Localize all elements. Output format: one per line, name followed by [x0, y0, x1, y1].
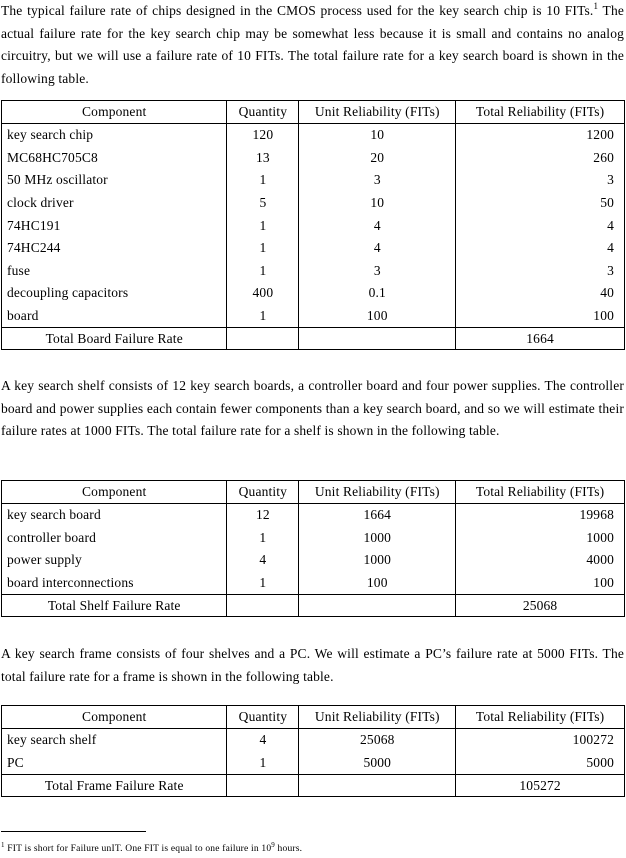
cell-total-reliability: 4 — [456, 237, 625, 260]
table-row — [2, 237, 625, 260]
table-header-row — [2, 706, 625, 729]
header-quantity: Quantity — [227, 101, 299, 124]
table-row — [2, 214, 625, 237]
cell-unit-reliability: 4 — [299, 237, 456, 260]
total-value: 105272 — [456, 775, 625, 797]
cell-quantity: 13 — [227, 147, 299, 170]
header-unit-reliability: Unit Reliability (FITs) — [299, 706, 456, 729]
footnote-divider — [1, 831, 146, 832]
header-total-reliability: Total Reliability (FITs) — [456, 101, 625, 124]
cell-quantity: 1 — [227, 572, 299, 595]
header-component: Component — [2, 481, 227, 504]
total-value: 1664 — [456, 328, 625, 350]
cell-unit-reliability: 0.1 — [299, 282, 456, 305]
table-row — [2, 124, 625, 147]
total-label: Total Board Failure Rate — [2, 328, 227, 350]
table-row — [2, 572, 625, 595]
table-row — [2, 282, 625, 305]
cell-quantity: 1 — [227, 305, 299, 328]
cell-quantity: 4 — [227, 549, 299, 572]
cell-component: 50 MHz oscillator — [2, 169, 227, 192]
header-component: Component — [2, 706, 227, 729]
cell-quantity: 400 — [227, 282, 299, 305]
cell-quantity: 5 — [227, 192, 299, 215]
cell-component: 74HC191 — [2, 214, 227, 237]
footnote-marker: 1 — [593, 1, 599, 11]
cell-component: key search shelf — [2, 729, 227, 752]
empty-cell — [227, 775, 299, 797]
cell-unit-reliability: 5000 — [299, 752, 456, 775]
table-row — [2, 192, 625, 215]
cell-quantity: 1 — [227, 752, 299, 775]
total-label: Total Shelf Failure Rate — [2, 595, 227, 617]
cell-total-reliability: 1000 — [456, 527, 625, 550]
cell-total-reliability: 1200 — [456, 124, 625, 147]
cell-total-reliability: 5000 — [456, 752, 625, 775]
cell-component: controller board — [2, 527, 227, 550]
cell-unit-reliability: 25068 — [299, 729, 456, 752]
cell-component: board — [2, 305, 227, 328]
footnote-exponent: 9 — [271, 841, 275, 849]
shelf-table-body — [2, 504, 625, 595]
footnote-text-end: hours. — [274, 844, 303, 854]
cell-component: PC — [2, 752, 227, 775]
table-total-row — [2, 775, 625, 797]
cell-component: 74HC244 — [2, 237, 227, 260]
total-label: Total Frame Failure Rate — [2, 775, 227, 797]
cell-unit-reliability: 20 — [299, 147, 456, 170]
shelf-paragraph: A key search shelf consists of 12 key search boards, a controller board and four power supplies. The controller board and power supplies each contain fewer components than a key search board, and so we will estimate their failure rates at 1000 FITs. The total failure rate for a shelf is shown in the following table. — [1, 378, 624, 438]
intro-text: The typical failure rate of chips designed in the CMOS process used for the key search chip is 10 FITs. — [1, 3, 594, 18]
cell-unit-reliability: 10 — [299, 192, 456, 215]
cell-quantity: 1 — [227, 214, 299, 237]
footnote — [1, 843, 601, 855]
cell-total-reliability: 3 — [456, 260, 625, 283]
header-unit-reliability: Unit Reliability (FITs) — [299, 101, 456, 124]
intro-paragraph — [1, 0, 624, 90]
cell-component: board interconnections — [2, 572, 227, 595]
cell-quantity: 12 — [227, 504, 299, 527]
header-total-reliability: Total Reliability (FITs) — [456, 481, 625, 504]
table-total-row — [2, 328, 625, 350]
cell-total-reliability: 100272 — [456, 729, 625, 752]
table-row — [2, 305, 625, 328]
cell-total-reliability: 4000 — [456, 549, 625, 572]
empty-cell — [299, 595, 456, 617]
cell-total-reliability: 100 — [456, 305, 625, 328]
cell-quantity: 4 — [227, 729, 299, 752]
table-row — [2, 752, 625, 775]
cell-unit-reliability: 100 — [299, 305, 456, 328]
cell-quantity: 1 — [227, 527, 299, 550]
footnote-text: FIT is short for Failure unIT. One FIT is equal to one failure in 10 — [4, 844, 272, 854]
header-unit-reliability: Unit Reliability (FITs) — [299, 481, 456, 504]
table-row — [2, 147, 625, 170]
cell-unit-reliability: 1000 — [299, 549, 456, 572]
cell-total-reliability: 100 — [456, 572, 625, 595]
table-row — [2, 169, 625, 192]
cell-unit-reliability: 1000 — [299, 527, 456, 550]
table-row — [2, 549, 625, 572]
header-total-reliability: Total Reliability (FITs) — [456, 706, 625, 729]
cell-quantity: 1 — [227, 169, 299, 192]
footnote-number: 1 — [1, 841, 5, 849]
header-quantity: Quantity — [227, 706, 299, 729]
cell-total-reliability: 50 — [456, 192, 625, 215]
empty-cell — [299, 328, 456, 350]
cell-unit-reliability: 1664 — [299, 504, 456, 527]
table-row — [2, 527, 625, 550]
frame-failure-table — [1, 705, 625, 797]
table-total-row — [2, 595, 625, 617]
cell-quantity: 1 — [227, 237, 299, 260]
frame-table-body — [2, 729, 625, 775]
empty-cell — [227, 328, 299, 350]
cell-quantity: 120 — [227, 124, 299, 147]
cell-total-reliability: 260 — [456, 147, 625, 170]
cell-total-reliability: 19968 — [456, 504, 625, 527]
cell-component: key search chip — [2, 124, 227, 147]
frame-paragraph: A key search frame consists of four shelves and a PC. We will estimate a PC’s failure rate at 5000 FITs. The total failure rate for a frame is shown in the following table. — [1, 646, 624, 684]
cell-component: power supply — [2, 549, 227, 572]
board-table-body — [2, 124, 625, 328]
cell-unit-reliability: 10 — [299, 124, 456, 147]
cell-total-reliability: 4 — [456, 214, 625, 237]
cell-component: decoupling capacitors — [2, 282, 227, 305]
table-header-row — [2, 101, 625, 124]
cell-quantity: 1 — [227, 260, 299, 283]
cell-unit-reliability: 3 — [299, 169, 456, 192]
cell-total-reliability: 3 — [456, 169, 625, 192]
cell-component: key search board — [2, 504, 227, 527]
header-component: Component — [2, 101, 227, 124]
table-row — [2, 504, 625, 527]
cell-component: fuse — [2, 260, 227, 283]
table-row — [2, 260, 625, 283]
cell-unit-reliability: 100 — [299, 572, 456, 595]
cell-component: clock driver — [2, 192, 227, 215]
total-value: 25068 — [456, 595, 625, 617]
cell-unit-reliability: 4 — [299, 214, 456, 237]
cell-total-reliability: 40 — [456, 282, 625, 305]
shelf-failure-table — [1, 480, 625, 617]
header-quantity: Quantity — [227, 481, 299, 504]
intro-text-continued: The actual failure rate for the key search chip may be somewhat less because it is small and contains no analog circuitry, but we will use a failure rate of 10 FITs. The total failure rate for a key search board is shown in the following table. — [1, 3, 624, 86]
table-header-row — [2, 481, 625, 504]
table-row — [2, 729, 625, 752]
cell-component: MC68HC705C8 — [2, 147, 227, 170]
empty-cell — [227, 595, 299, 617]
empty-cell — [299, 775, 456, 797]
cell-unit-reliability: 3 — [299, 260, 456, 283]
board-failure-table — [1, 100, 625, 350]
